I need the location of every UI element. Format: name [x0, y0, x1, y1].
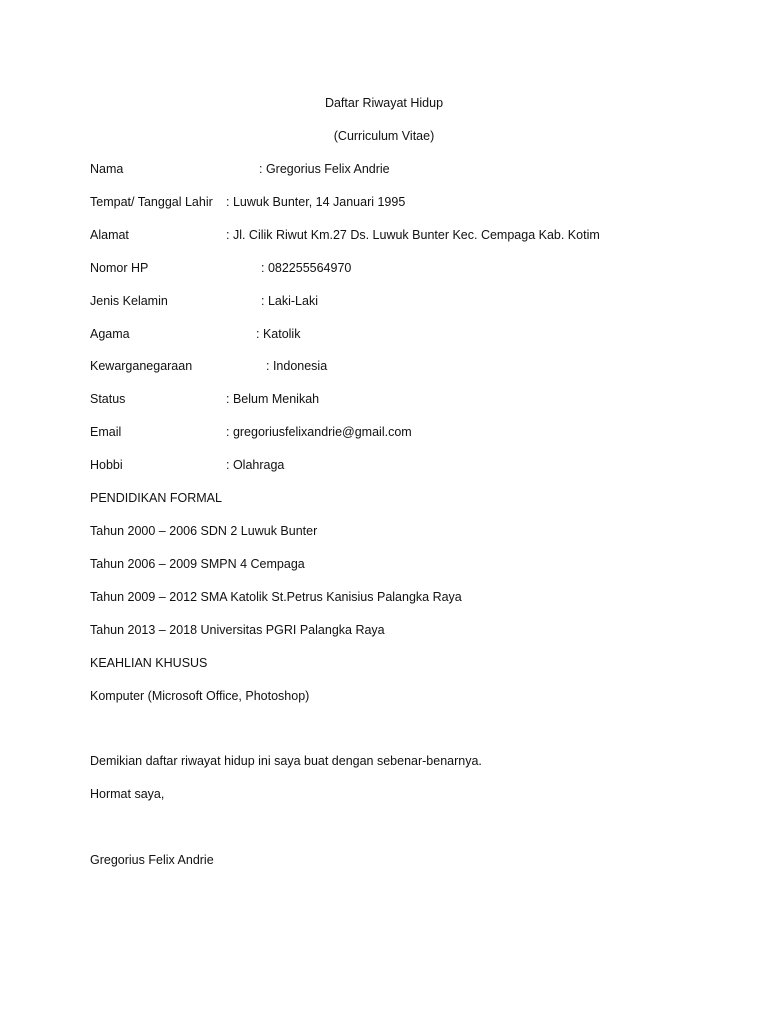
field-label: Kewarganegaraan — [90, 359, 193, 373]
field-value: : Belum Menikah — [226, 392, 320, 406]
skills-item: Komputer (Microsoft Office, Photoshop) — [90, 689, 310, 703]
field-label: Agama — [90, 327, 130, 341]
field-email — [90, 424, 730, 440]
closing-statement: Demikian daftar riwayat hidup ini saya buat dengan sebenar-benarnya. — [90, 754, 482, 768]
field-status — [90, 391, 730, 407]
field-nomor-hp — [90, 260, 730, 276]
field-label: Status — [90, 392, 126, 406]
field-jenis-kelamin — [90, 293, 730, 309]
field-value: : Gregorius Felix Andrie — [259, 162, 390, 176]
closing-regards: Hormat saya, — [90, 787, 165, 801]
field-label: Jenis Kelamin — [90, 294, 168, 308]
education-item: Tahun 2006 – 2009 SMPN 4 Cempaga — [90, 557, 305, 571]
field-value: : Luwuk Bunter, 14 Januari 1995 — [226, 195, 406, 209]
field-label: Alamat — [90, 228, 129, 242]
field-kewarganegaraan — [90, 358, 730, 374]
education-heading: PENDIDIKAN FORMAL — [90, 491, 222, 505]
field-value: : Indonesia — [266, 359, 328, 373]
field-tempat-tanggal-lahir — [90, 194, 730, 210]
field-alamat — [90, 227, 730, 243]
field-hobbi — [90, 457, 730, 473]
signature-name: Gregorius Felix Andrie — [90, 853, 214, 867]
field-value: : 082255564970 — [261, 261, 352, 275]
document-subtitle: (Curriculum Vitae) — [333, 129, 435, 143]
field-nama — [90, 161, 730, 177]
field-value: : Jl. Cilik Riwut Km.27 Ds. Luwuk Bunter Kec. Cempaga Kab. Kotim — [226, 228, 600, 242]
field-label: Nomor HP — [90, 261, 149, 275]
education-item: Tahun 2009 – 2012 SMA Katolik St.Petrus Kanisius Palangka Raya — [90, 590, 462, 604]
education-item: Tahun 2013 – 2018 Universitas PGRI Palangka Raya — [90, 623, 385, 637]
field-value: : Katolik — [256, 327, 301, 341]
field-label: Email — [90, 425, 122, 439]
skills-heading: KEAHLIAN KHUSUS — [90, 656, 208, 670]
field-label: Hobbi — [90, 458, 123, 472]
field-label: Nama — [90, 162, 124, 176]
field-agama — [90, 326, 730, 342]
field-value: : Olahraga — [226, 458, 285, 472]
field-value: : gregoriusfelixandrie@gmail.com — [226, 425, 412, 439]
education-item: Tahun 2000 – 2006 SDN 2 Luwuk Bunter — [90, 524, 318, 538]
field-value: : Laki-Laki — [261, 294, 318, 308]
field-label: Tempat/ Tanggal Lahir — [90, 195, 213, 209]
document-title: Daftar Riwayat Hidup — [324, 96, 444, 110]
